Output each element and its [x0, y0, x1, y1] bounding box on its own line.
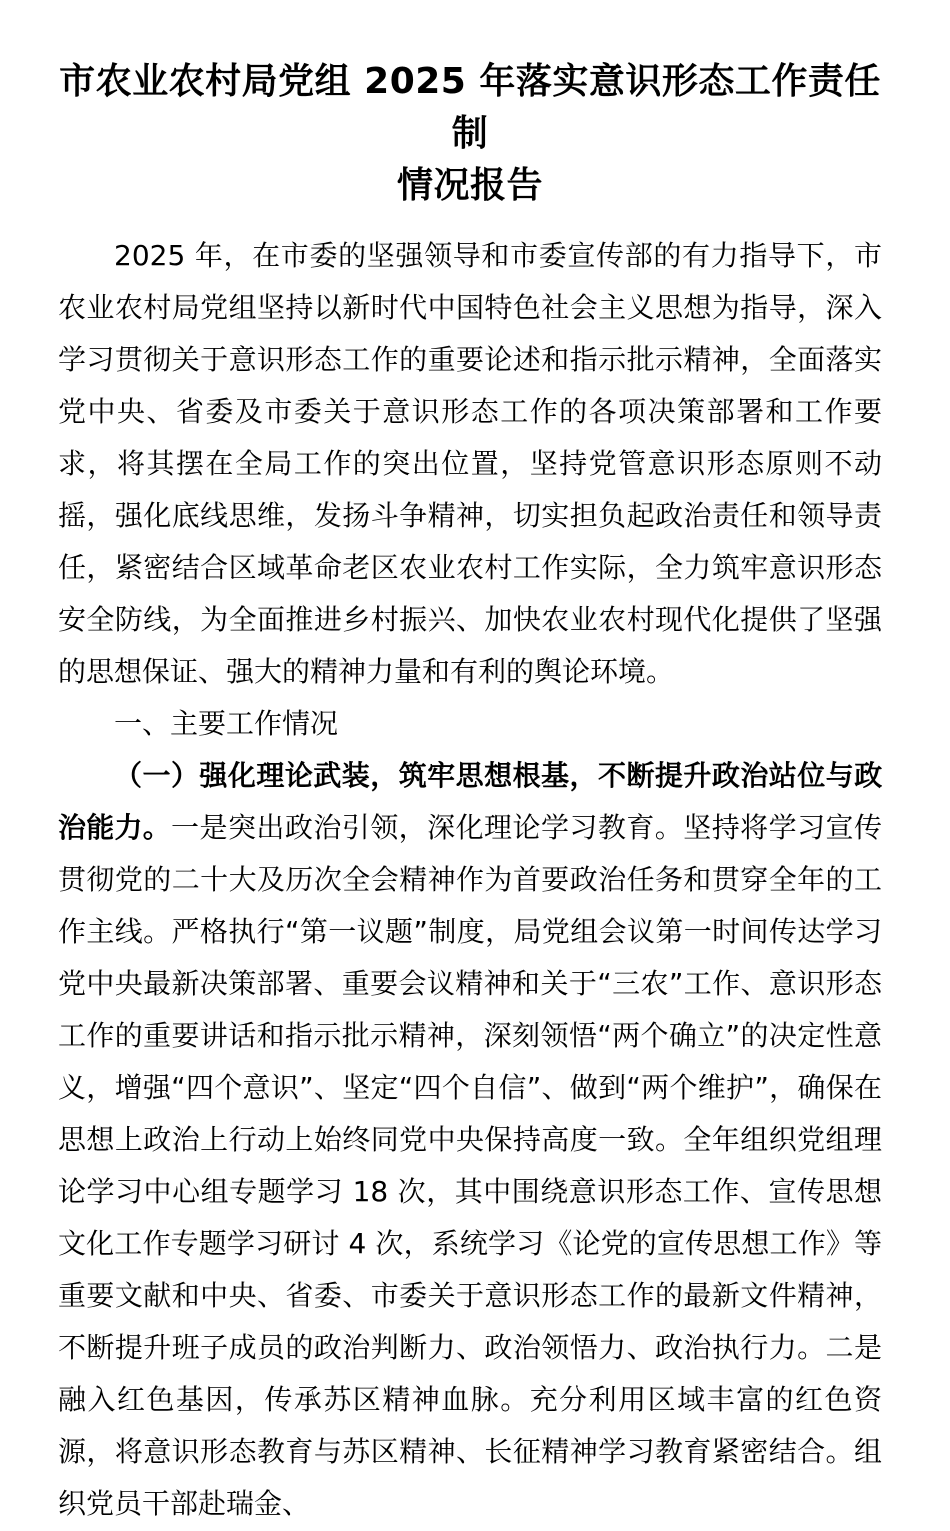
page-title-line-2: 情况报告	[396, 165, 543, 206]
subsection-body-text: 一是突出政治引领，深化理论学习教育。坚持将学习宣传贯彻党的二十大及历次全会精神作为首要政治任务和贯穿全年的工作主线。严格执行“第一议题”制度，局党组会议第一时间传达学习党中央最新决策部署、重要会议精神和关于“三农”工作、意识形态工作的重要讲话和指示批示精神，深刻领悟“两个确立”的决定性意义，增强“四个意识”、坚定“四个自信”、做到“两个维护”，确保在思想上政治上行动上始终同党中央保持高度一致。全年组织党组理论学习中心组专题学习 18 次，其中围绕意识形态工作、宣传思想文化工作专题学习研讨 4 次，系统学习《论党的宣传思想工作》等重要文献和中央、省委、市委关于意识形态工作的最新文件精神，不断提升班子成员的政治判断力、政治领悟力、政治执行力。二是融入红色基因，传承苏区精神血脉。充分利用区域丰富的红色资源，将意识形态教育与苏区精神、长征精神学习教育紧密结合。组织党员干部赴瑞金、	[58, 811, 882, 1520]
section-heading-level-1: 一、主要工作情况	[114, 707, 339, 740]
page-title-line-1: 市农业农村局党组 2025 年落实意识形态工作责任制	[59, 61, 881, 154]
document-content	[58, 0, 882, 1531]
page-title	[58, 0, 882, 212]
subsection-heading: （一）强化理论武装，筑牢思想根基，不断提升政治站位与政治能力。	[58, 759, 882, 844]
subsection-paragraph	[58, 750, 882, 1530]
opening-paragraph: 2025 年，在市委的坚强领导和市委宣传部的有力指导下，市农业农村局党组坚持以新时代中国特色社会主义思想为指导，深入学习贯彻关于意识形态工作的重要论述和指示批示精神，全面落实党中央、省委及市委关于意识形态工作的各项决策部署和工作要求，将其摆在全局工作的突出位置，坚持党管意识形态原则不动摇，强化底线思维，发扬斗争精神，切实担负起政治责任和领导责任，紧密结合区域革命老区农业农村工作实际，全力筑牢意识形态安全防线，为全面推进乡村振兴、加快农业农村现代化提供了坚强的思想保证、强大的精神力量和有利的舆论环境。	[58, 239, 882, 688]
